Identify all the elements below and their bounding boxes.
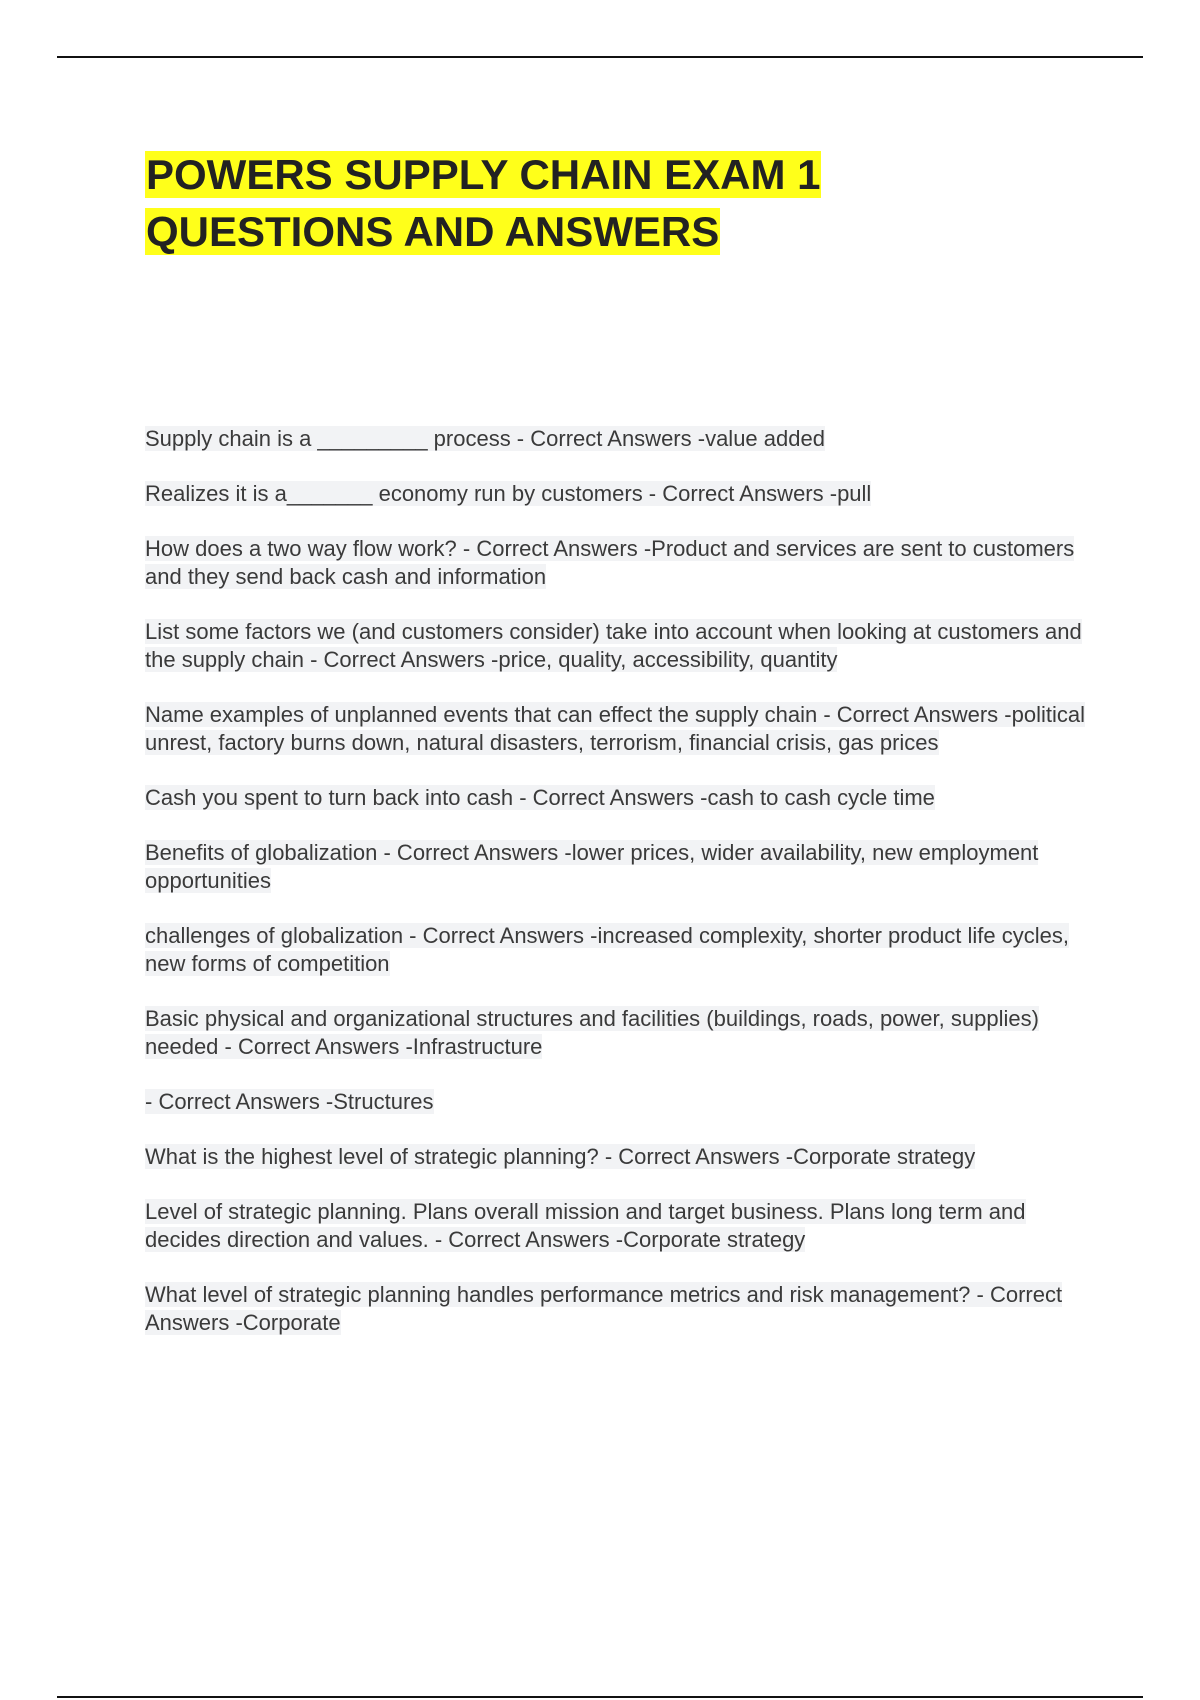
qa-item: [145, 784, 1090, 812]
qa-item: [145, 922, 1090, 978]
qa-item: [145, 839, 1090, 895]
qa-item: [145, 535, 1090, 591]
qa-text: Cash you spent to turn back into cash - Correct Answers -cash to cash cycle time: [145, 785, 935, 810]
qa-text: How does a two way flow work? - Correct Answers -Product and services are sent to customers and they send back cash and information: [145, 536, 1075, 589]
qa-item: [145, 480, 1090, 508]
qa-text: challenges of globalization - Correct Answers -increased complexity, shorter product life cycles, new forms of competition: [145, 923, 1069, 976]
qa-text: Benefits of globalization - Correct Answers -lower prices, wider availability, new employment opportunities: [145, 840, 1039, 893]
qa-text: Name examples of unplanned events that can effect the supply chain - Correct Answers -political unrest, factory burns down, natural disasters, terrorism, financial crisis, gas prices: [145, 702, 1085, 755]
qa-list: [145, 425, 1090, 1364]
qa-text: Supply chain is a _________ process - Correct Answers -value added: [145, 426, 825, 451]
qa-item: [145, 1281, 1090, 1337]
qa-item: [145, 618, 1090, 674]
qa-item: [145, 701, 1090, 757]
qa-text: What level of strategic planning handles performance metrics and risk management? - Correct Answers -Corporate: [145, 1282, 1063, 1335]
qa-text: Basic physical and organizational structures and facilities (buildings, roads, power, supplies) needed - Correct Answers -Infrastructure: [145, 1006, 1039, 1059]
bottom-rule: [57, 1696, 1143, 1698]
qa-item: [145, 1143, 1090, 1171]
qa-item: [145, 1005, 1090, 1061]
qa-text: What is the highest level of strategic planning? - Correct Answers -Corporate strategy: [145, 1144, 976, 1169]
qa-item: [145, 1198, 1090, 1254]
title-line-1: POWERS SUPPLY CHAIN EXAM 1: [146, 151, 821, 198]
qa-text: List some factors we (and customers consider) take into account when looking at customers and the supply chain - Correct Answers -price, quality, accessibility, quantity: [145, 619, 1082, 672]
qa-text: Level of strategic planning. Plans overall mission and target business. Plans long term and decides direction and values. - Correct Answers -Corporate strategy: [145, 1199, 1026, 1252]
title-line-2: QUESTIONS AND ANSWERS: [146, 208, 720, 255]
qa-item: [145, 1088, 1090, 1116]
qa-text: - Correct Answers -Structures: [145, 1089, 434, 1114]
qa-item: [145, 425, 1090, 453]
top-rule: [57, 56, 1143, 58]
document-title: [145, 146, 1105, 260]
qa-text: Realizes it is a_______ economy run by customers - Correct Answers -pull: [145, 481, 872, 506]
